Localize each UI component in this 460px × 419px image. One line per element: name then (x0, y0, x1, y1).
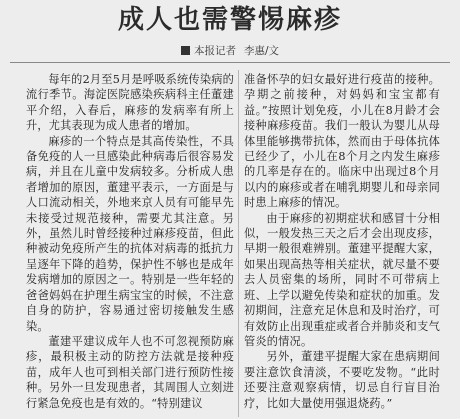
article-paragraph: 每年的2月至5月是呼吸系统传染病的流行季节。海淀医院感染疾病科主任董建平介绍，入春后，麻疹的发病率有所上升，尤其表现为成人患者的增加。 (26, 73, 234, 133)
byline-author: 李惠/文 (243, 45, 280, 57)
article-column-right (244, 72, 440, 417)
article-paragraph: 麻疹的一个特点是其高传染性，不具备免疫的人一旦感染此种病毒后很容易发病，并且在儿童中发病较多。分析成人患者增加的原因，董建平表示，一方面是与人口流动相关，外地来京人员有可能早先未接受过规范接种，需要尤其注意。另外，虽然儿时曾经接种过麻疹疫苗，但此种被动免疫所产生的抗体对病毒的抵抗力呈逐年下降的趋势，保护性不够也是成年发病增加的原因之一。特别是一些年轻的爸爸妈妈在护理生病宝宝的时候，不注意自身的防护，容易通过密切接触发生感染。 (26, 134, 234, 333)
article-paragraph: 由于麻疹的初期症状和感冒十分相似，一般发热三天之后才会出现皮疹，早期一般很难辨别。董建平提醒大家，如果出现高热等相关症状，就尽量不要去人员密集的场所，同时不可带病上班、上学以避免传染和症状的加重。发初期间，注意充足休息和及时治疗，可有效防止出现重症或者合并肺炎和支气管炎的情况。 (244, 211, 440, 348)
article-paragraph: 董建平建议成年人也不可忽视预防麻疹，最积极主动的防控方法就是接种疫苗，成年人也可到相关部门进行预防性接种。另外一旦发现患者，其周围人立刻进行紧急免疫也是有效的。“特别建议 (26, 334, 234, 410)
article-paragraph: 准备怀孕的妇女最好进行疫苗的接种。孕期之前接种，对妈妈和宝宝都有益。”按照计划免疫，小儿在8月龄才会接种麻疹疫苗。我们一般认为婴儿从母体里能够携带抗体，然而由于母体抗体已经少了，小儿在8个月之内发生麻疹的几率是存在的。临床中出现过8个月以内的麻疹或者在哺乳期婴儿和母亲同时患上麻疹的情况。 (244, 73, 440, 210)
square-bullet-icon (181, 46, 190, 55)
article-headline: 成人也需警惕麻疹 (117, 5, 342, 35)
article-byline (0, 44, 460, 58)
article-column-left (26, 72, 234, 417)
column-divider (238, 70, 239, 417)
header-rule (10, 62, 450, 63)
byline-prefix: 本报记者 (193, 45, 236, 57)
article-paragraph: 另外，董建平提醒大家在患病期间要注意饮食清淡，不要吃发物。“此时还要注意观察病情，切忌自行盲目治疗，比如大量使用强退烧药。” (244, 350, 440, 410)
